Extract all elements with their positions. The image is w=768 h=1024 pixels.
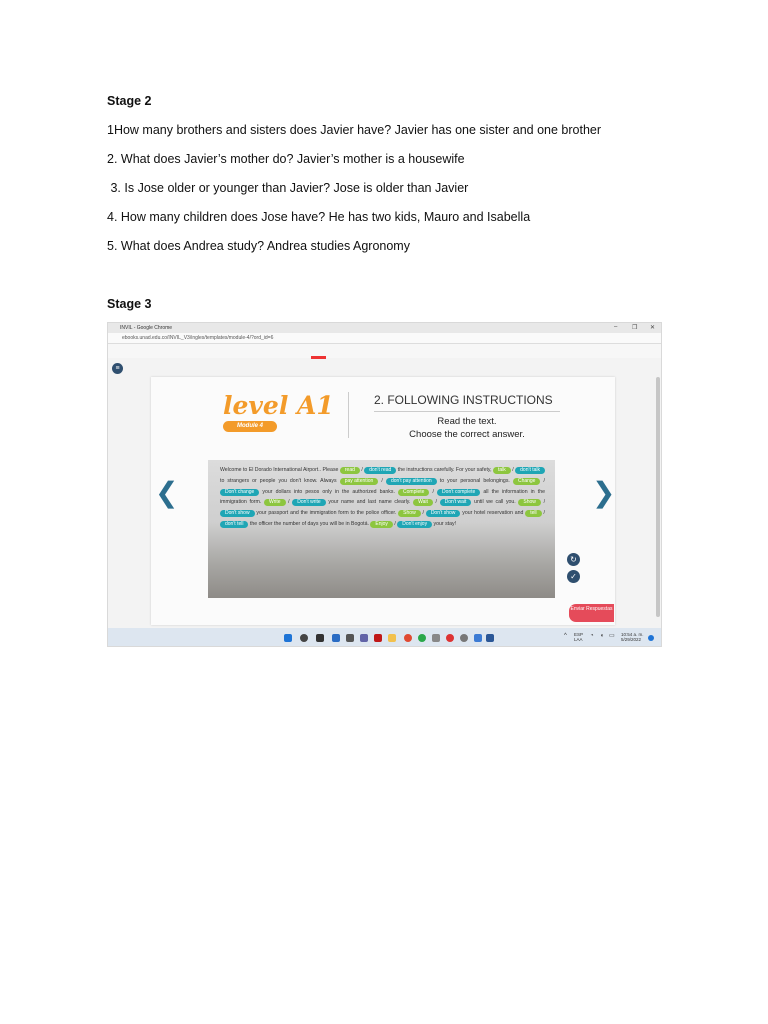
message-icon[interactable] <box>432 634 440 642</box>
task-view-icon[interactable] <box>316 634 324 642</box>
close-icon[interactable]: ✕ <box>650 325 656 331</box>
option-dont-change[interactable]: Don't change <box>220 489 259 496</box>
option-write[interactable]: Write <box>264 499 286 506</box>
address-bar[interactable] <box>108 333 661 344</box>
instruction-choose: Choose the correct answer. <box>409 429 525 440</box>
windows-taskbar <box>108 628 661 647</box>
passage-text: your dollars into pesos only in the authorized banks. <box>262 488 395 495</box>
option-show[interactable]: Show <box>518 499 541 506</box>
divider <box>348 392 349 438</box>
option-dont-read[interactable]: don't read <box>364 467 396 474</box>
submit-answers-button[interactable]: Enviar Respuestas <box>569 604 614 622</box>
refresh-icon[interactable]: ↻ <box>567 553 580 566</box>
stage-2-title: Stage 2 <box>107 94 152 108</box>
answer-line-5: 5. What does Andrea study? Andrea studies Agronomy <box>107 239 410 253</box>
level-title: level A1 <box>223 391 334 420</box>
passage-text: all the information in the immigration form. <box>220 488 545 506</box>
next-arrow-icon[interactable]: ❯ <box>592 476 616 509</box>
clock[interactable] <box>621 632 644 642</box>
chat-icon[interactable] <box>360 634 368 642</box>
browser-titlebar <box>108 323 661 333</box>
clock-time: 10:54 a. m. <box>621 632 644 637</box>
notification-app-icon[interactable] <box>446 634 454 642</box>
wifi-icon[interactable]: ◔ <box>590 633 594 639</box>
language-code: ESP <box>574 632 584 637</box>
passage-text: your passport and the immigration form to the police officer. <box>256 510 397 517</box>
widgets-icon[interactable] <box>332 634 340 642</box>
settings-icon[interactable] <box>460 634 468 642</box>
chevron-up-icon[interactable]: ^ <box>564 633 567 639</box>
answer-line-4: 4. How many children does Jose have? He has two kids, Mauro and Isabella <box>107 210 531 224</box>
option-complete[interactable]: Complete <box>398 489 429 496</box>
option-dont-show-2[interactable]: Don't show <box>426 510 461 517</box>
window-title: INVIL - Google Chrome <box>120 325 173 331</box>
minimize-icon[interactable]: – <box>614 324 618 330</box>
passage-text: the officer the number of days you will be in Bogotá. <box>249 520 369 527</box>
option-dont-pay-attention[interactable]: don't pay attention <box>386 478 437 485</box>
notification-icon[interactable] <box>648 635 654 641</box>
mail-icon[interactable] <box>474 634 482 642</box>
passage-text: your name and last name clearly. <box>328 499 411 506</box>
module-badge: Module 4 <box>223 421 277 432</box>
keyboard-layout: LAA <box>574 637 583 642</box>
answer-line-2: 2. What does Javier’s mother do? Javier’s mother is a housewife <box>107 152 465 166</box>
progress-indicator <box>311 356 326 359</box>
instructions <box>374 415 560 441</box>
answer-line-1: 1How many brothers and sisters does Javier have? Javier has one sister and one brother <box>107 123 602 137</box>
option-dont-complete[interactable]: Don't complete <box>437 489 480 496</box>
language-indicator[interactable] <box>574 632 583 642</box>
scrollbar[interactable] <box>656 377 660 617</box>
option-wait[interactable]: Wait <box>413 499 433 506</box>
option-show-2[interactable]: Show <box>398 510 421 517</box>
word-icon[interactable] <box>486 634 494 642</box>
url-text: ebooks.unad.edu.co/INVIL_V3/ingles/templates/module-4/?ord_id=6 <box>122 335 274 341</box>
chrome-icon[interactable] <box>404 634 412 642</box>
embedded-screenshot <box>107 322 662 647</box>
start-icon[interactable] <box>284 634 292 642</box>
passage-text: the instructions carefully. For your safety, <box>397 467 492 473</box>
check-icon[interactable]: ✓ <box>567 570 580 583</box>
netflix-icon[interactable] <box>374 634 382 642</box>
passage-text: Welcome to El Dorado International Airport.. Please <box>220 467 339 473</box>
restore-icon[interactable]: ❐ <box>632 325 638 331</box>
option-tell[interactable]: tell <box>525 510 541 517</box>
option-talk[interactable]: talk <box>493 467 511 474</box>
option-dont-show[interactable]: Don't show <box>220 510 255 517</box>
clock-date: 5/29/2022 <box>621 637 642 642</box>
option-change[interactable]: Change <box>513 478 541 485</box>
reading-passage: Welcome to El Dorado International Airport.. Please read / don't read the instructions carefully. For your safety, talk / don't talk to strangers or people you don't know. Always pay attention / don't pay attention to your personal belongings. Change / Don't change your dollars into pesos only in the authorized banks. Complete / Don't complete all the information in the immigration form. Write / Don't write your name and last name clearly. Wait / Don't wait until we call you. Show / Don't show your passport and the immigration form to the police officer. Show / Don't show your hotel reservation and tell / don't tell the officer the number of days you will be in Bogotá. Enjoy / Don't enjoy your stay! <box>220 467 546 527</box>
volume-icon[interactable]: ◖ <box>600 633 604 639</box>
file-explorer-icon[interactable] <box>388 634 396 642</box>
option-read[interactable]: read <box>340 467 360 474</box>
activity-card <box>151 377 615 625</box>
search-icon[interactable] <box>300 634 308 642</box>
passage-text: your hotel reservation and <box>462 510 524 517</box>
activity-heading: 2. FOLLOWING INSTRUCTIONS <box>374 393 553 407</box>
passage-text: until we call you. <box>474 499 516 506</box>
option-dont-talk[interactable]: don't talk <box>515 467 545 474</box>
stage-3-title: Stage 3 <box>107 297 152 311</box>
passage-text: to strangers or people you don't know. Always <box>220 477 337 484</box>
menu-icon[interactable]: ≡ <box>112 363 123 374</box>
passage-text: to your personal belongings. <box>439 477 510 484</box>
option-pay-attention[interactable]: pay attention <box>340 478 379 485</box>
passage-text: your stay! <box>433 520 457 527</box>
teams-icon[interactable] <box>346 634 354 642</box>
option-enjoy[interactable]: Enjoy <box>370 521 393 528</box>
instruction-read: Read the text. <box>437 416 497 427</box>
option-dont-wait[interactable]: Don't wait <box>440 499 472 506</box>
option-dont-write[interactable]: Don't write <box>292 499 325 506</box>
option-dont-tell[interactable]: don't tell <box>220 521 248 528</box>
battery-icon[interactable]: ▭ <box>609 633 615 639</box>
option-dont-enjoy[interactable]: Don't enjoy <box>397 521 432 528</box>
page-header-strip <box>108 344 661 358</box>
heading-underline <box>374 411 560 412</box>
previous-arrow-icon[interactable]: ❮ <box>155 476 179 509</box>
answer-line-3: 3. Is Jose older or younger than Javier? Jose is older than Javier <box>107 181 469 195</box>
whatsapp-icon[interactable] <box>418 634 426 642</box>
